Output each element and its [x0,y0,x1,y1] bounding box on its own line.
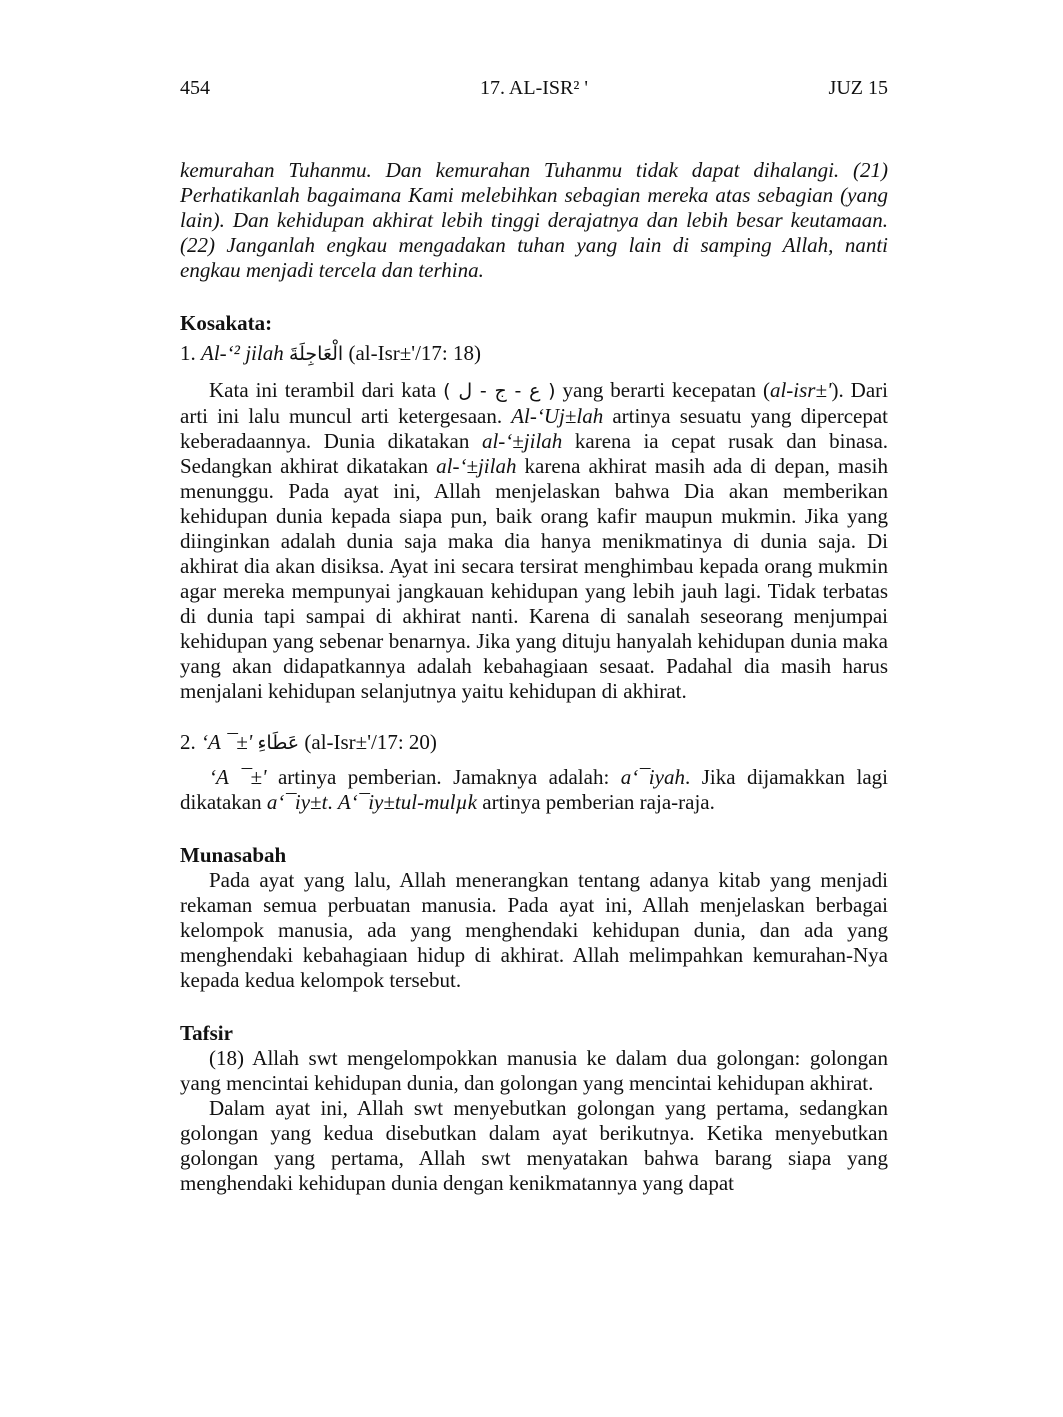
tafsir-heading: Tafsir [180,1021,233,1045]
page-number: 454 [180,77,210,99]
entry-number: 2. [180,730,196,754]
vocab-explanation-2: ‘A ¯±' artinya pemberian. Jamaknya adalah: a‘¯iyah. Jika dijamakkan lagi dikatakan a‘¯iy±t. A‘¯iy±tul-mulµk artinya pemberian raja-raja. [180,765,889,814]
munasabah-paragraph: Pada ayat yang lalu, Allah menerangkan tentang adanya kitab yang menjadi rekaman semua perbuatan manusia. Pada ayat ini, Allah menjelaskan berbagai kelompok manusia, ada yang menghendaki kehidupan dunia, dan ada yang menghendaki kebahagiaan hidup di akhirat. Allah melimpahkan kemurahan-Nya kepada kedua kelompok tersebut. [180,868,888,992]
page-body [180,158,888,1196]
entry-term: ‘A ¯±' [201,730,253,754]
tafsir-paragraph-1: (18) Allah swt mengelompokkan manusia ke dalam dua golongan: golongan yang mencintai kehidupan dunia, dan golongan yang mencintai kehidupan akhirat. [180,1046,888,1095]
kosakata-heading: Kosakata: [180,311,273,335]
arabic-word: الْعَاجِلَةَ [288,343,344,365]
page-header [180,76,888,102]
entry-number: 1. [180,341,196,365]
entry-term: Al-‘² jilah [201,341,284,365]
vocab-entry-2 [180,728,888,757]
arabic-word: عَطَاءِ [257,732,300,754]
juz-label: JUZ 15 [828,77,888,99]
translation-paragraph: kemurahan Tuhanmu. Dan kemurahan Tuhanmu tidak dapat dihalangi. (21) Perhatikanlah bagaimana Kami melebihkan sebagian mereka atas sebagian (yang lain). Dan kehidupan akhirat lebih tinggi derajatnya dan lebih besar keutamaan. (22) Janganlah engkau mengadakan tuhan yang lain di samping Allah, nanti engkau menjadi tercela dan terhina. [180,158,888,282]
verse-reference: (al-Isr±'/17: 20) [304,730,437,754]
verse-reference: (al-Isr±'/17: 18) [348,341,481,365]
tafsir-paragraph-2: Dalam ayat ini, Allah swt menyebutkan golongan yang pertama, sedangkan golongan yang kedua disebutkan dalam ayat berikutnya. Ketika menyebutkan golongan yang pertama, Allah swt menyatakan bahwa barang siapa yang menghendaki kehidupan dunia dengan kenikmatannya yang dapat [180,1096,888,1195]
vocab-entry-1 [180,339,888,368]
munasabah-heading: Munasabah [180,843,287,867]
arabic-root: ( ع - ج - ل ) [443,380,556,402]
vocab-explanation-1: Kata ini terambil dari kata ( ع - ج - ل ) yang berarti kecepatan (al-isr±'). Dari arti ini lalu muncul arti ketergesaan. Al-‘Uj±lah artinya sesuatu yang dipercepat keberadaannya. Dunia dikatakan al-‘±jilah karena ia cepat rusak dan binasa. Sedangkan akhirat dikatakan al-‘±jilah karena akhirat masih ada di depan, masih menunggu. Pada ayat ini, Allah menjelaskan bahwa Dia akan memberikan kehidupan dunia kepada siapa pun, baik orang kafir maupun mukmin. Jika yang diinginkan adalah dunia saja maka dia hanya menikmatinya di dunia saja. Di akhirat dia akan disiksa. Ayat ini secara tersirat menghimbau kepada orang mukmin agar mereka mempunyai jangkauan kehidupan yang lebih jauh lagi. Tidak terbatas di dunia tapi sampai di akhirat nanti. Karena di sanalah seseorang menjumpai kehidupan yang sebenar benarnya. Jika yang dituju hanyalah kehidupan dunia maka yang akan didapatkannya adalah kebahagiaan sesaat. Padahal dia masih harus menjalani kehidupan selanjutnya yaitu kehidupan di akhirat. [180,378,889,703]
chapter-title: 17. AL-ISR² ' [480,77,588,99]
